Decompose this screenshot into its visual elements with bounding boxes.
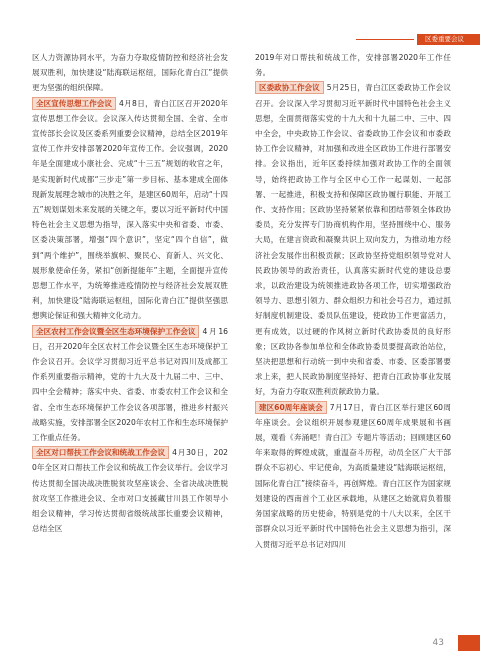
section-header (356, 34, 480, 45)
section-anniversary-meeting (255, 400, 451, 552)
section-body: 4月30日，2020年全区对口帮扶工作会议和统战工作会议举行。会议学习传达贯彻全国决战决胜脱贫攻坚座谈会、全省决战决胜脱贫攻坚工作推进会议、全市对口支援藏甘川县工作领导小组会议精神，学习传达贯彻省级统战部长重要会议精神，总结全区 (32, 448, 228, 534)
section-body: 5月25日，青白江区委政协工作会议召开。会议深入学习贯彻习近平新时代中国特色社会主义思想，全面贯彻落实党的十九大和十九届二中、三中、四中全会，中央政协工作会议、省委政协工作会议和市委政协工作会议精神，对加强和改进全区政协工作进行部署安排。会议指出，近年区委持续加强对政协工作的全面领导，始终把政协工作与全区中心工作一起谋划、一起部署、一起推进，积极支持和保障区政协履行职能、开展工作、支持作用；区政协坚持紧紧依靠和团结带领全体政协委员，充分发挥专门协商机构作用，坚持围绕中心、服务大局，在建言资政和凝聚共识上双向发力，为推动地方经济社会发展作出积极贡献；区政协坚持党组织领导党对人民政协领导的政治责任，认真落实新时代党的建设总要求，以政治建设为统领推进政协各项工作，切实增强政治领导力、思想引领力、群众组织力和社会号召力，通过抓好制度机制建设、委员队伍建设，使政协工作更富活力，更有成效，以过硬的作风树立新时代政协委员的良好形象；区政协各参加单位和全体政协委员要提高政治站位，坚决把思想和行动统一到中央和省委、市委、区委部署要求上来，把人民政协制度坚持好、把青白江政协事业发展好，为奋力夺取双胜利贡献政协力量。 (255, 83, 451, 397)
section-tag: 区委重要会议 (417, 34, 480, 45)
section-body: 4月8日，青白江区召开2020年宣传思想工作会议。会议深入传达贯彻全国、全省、全市宣传部长会议及区委系列重要会议精神，总结全区2019年宣传工作并安排部署2020年宣传工作。会议强调，2020年是全面建成小康社会、完成“十三五”规划的收官之年，是实现新时代成都“三步走”第一步目标、基本建成全面体现新发展理念城市的决胜之年，是建区60周年，启动“十四五”规划谋划未来发展的关键之年，要以习近平新时代中国特色社会主义思想为指导，深入落实中央和省委、市委、区委决策部署，增强“四个意识”，坚定“四个自信”，做到“两个维护”，围绕举旗帜、聚民心、育新人、兴文化、展形象使命任务，紧扣“创新提能年”主题，全面提升宣传思想工作水平，为统筹推进疫情防控与经济社会发展双胜利，加快建设“陆海联运枢纽，国际化青白江”提供坚强思想舆论保证和强大精神文化动力。 (32, 98, 228, 321)
continued-paragraph: 2019年对口帮扶和统战工作，安排部署2020年工作任务。 (255, 53, 451, 78)
section-body: 4月16日，召开2020年全区农村工作会议暨全区生态环境保护工作会议召开。会议学习贯彻习近平总书记对四川及成都工作系列重要指示精神，党的十九大及十九届二中、三中、四中全会精神；落实中央、省委、市委农村工作会议和全省、全市生态环境保护工作会议各项部署，推进乡村振兴战略实施，安排部署全区2020年农村工作和生态环境保护工作重点任务。 (32, 326, 228, 443)
left-column (32, 50, 228, 537)
section-body: 7月17日，青白江区举行建区60周年座谈会。会议组织开展参观建区60周年成果展和书画展，观看《奔涌吧！青白江》专题片等活动；回顾建区60年来取得的辉煌成就，重温奋斗历程，动员全区广大干部群众不忘初心、牢记使命，为高质量建设“陆海联运枢纽，国际化青白江”接续奋斗，再创辉煌。青白江区作为国家规划建设的西南首个工业区承载地，从建区之始就肩负着服务国家战略的历史使命，特别是党的十八大以来，全区干部群众以习近平新时代中国特色社会主义思想为指引，深入贯彻习近平总书记对四川 (255, 402, 451, 549)
footer-accent-bar (458, 635, 480, 651)
section-heading: 全区农村工作会议暨全区生态环境保护工作会议 (32, 325, 199, 338)
section-heading: 建区60周年座谈会 (255, 401, 327, 414)
section-heading: 区委政协工作会议 (255, 81, 324, 94)
section-rural-eco-meeting (32, 324, 228, 446)
page-number: 43 (432, 638, 444, 648)
section-heading: 全区对口帮扶工作会议和统战工作会议 (32, 446, 169, 459)
section-publicity-meeting (32, 96, 228, 324)
right-column (255, 50, 451, 552)
intro-paragraph: 区人力资源协同水平，为奋力夺取疫情防控和经济社会发展双胜利，加快建设“陆海联运枢纽，国际化青白江”提供更为坚强的组织保障。 (32, 53, 228, 93)
section-heading: 全区宣传思想工作会议 (32, 97, 116, 110)
section-cppcc-meeting (255, 80, 451, 399)
section-assistance-united-front-meeting (32, 445, 228, 536)
header-rule (356, 39, 414, 40)
page-footer (0, 635, 480, 651)
